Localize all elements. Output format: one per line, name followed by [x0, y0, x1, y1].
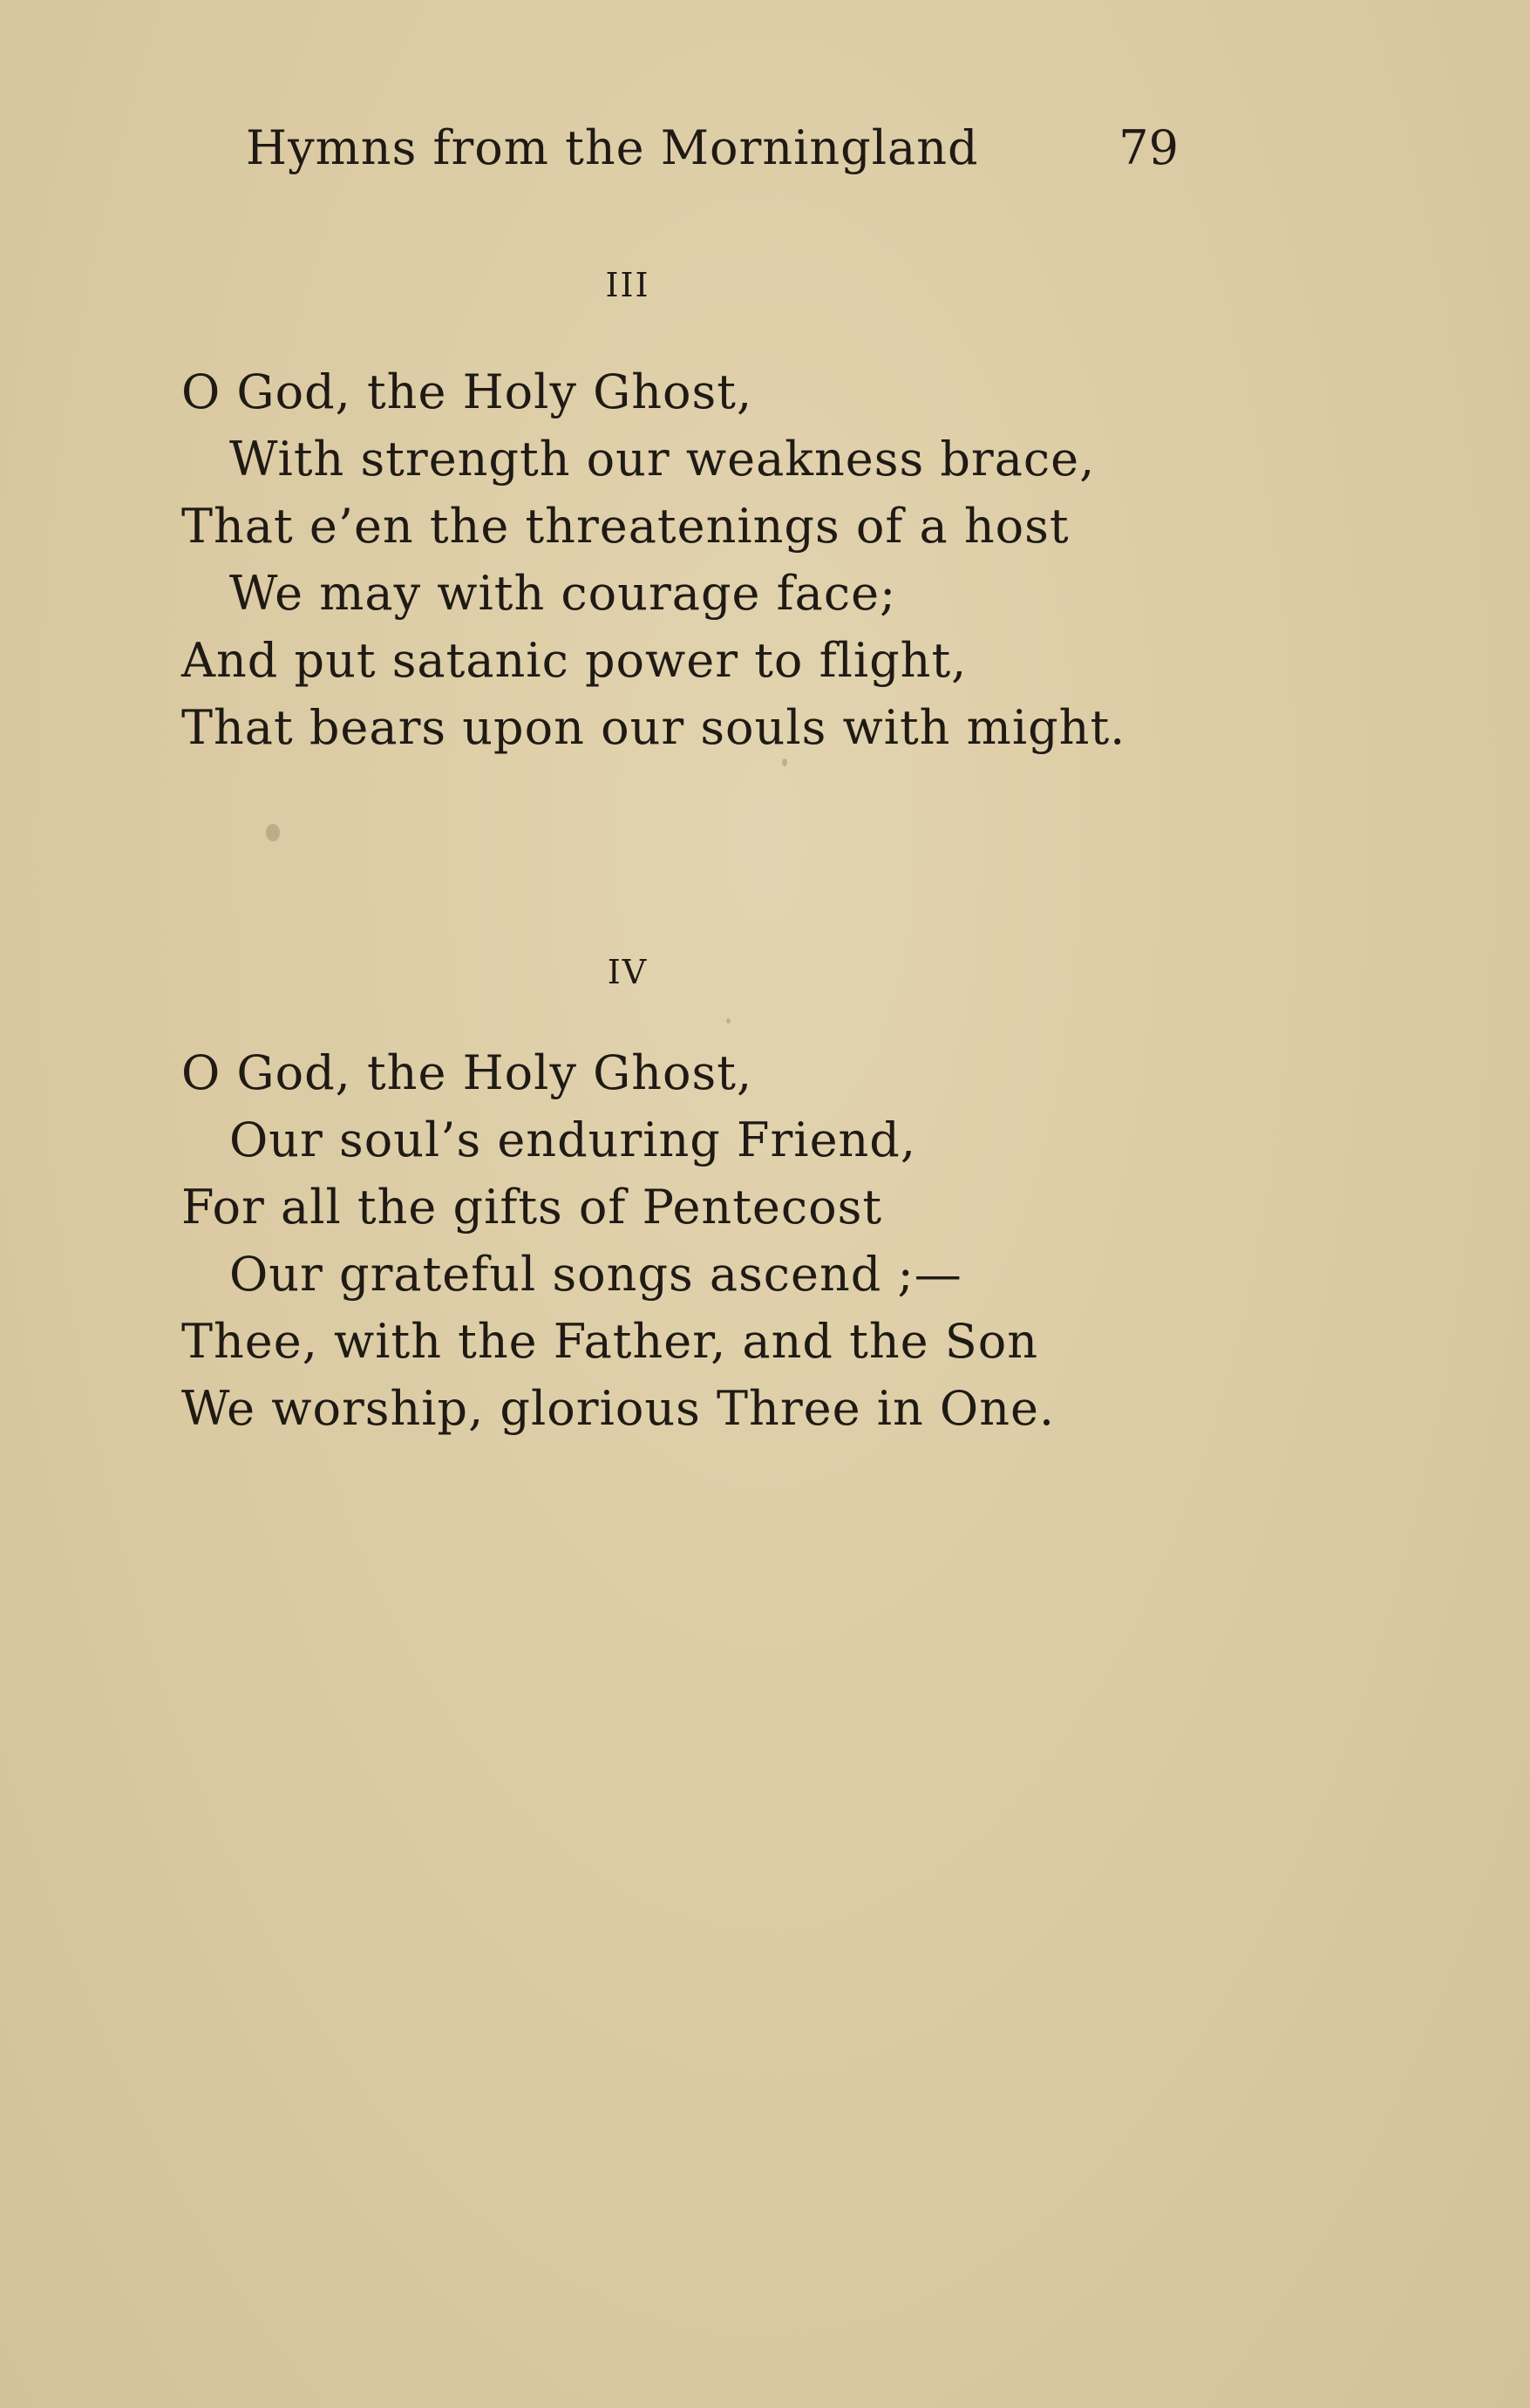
stanza-3-line-6: That bears upon our souls with might.: [181, 700, 1126, 755]
paper-speck: [266, 824, 280, 841]
stanza-4-line-4: Our grateful songs ascend ;—: [229, 1247, 962, 1302]
stanza-3-line-3: That e’en the threatenings of a host: [181, 499, 1070, 554]
stanza-4-line-6: We worship, glorious Three in One.: [181, 1381, 1056, 1436]
stanza-4: [181, 1039, 1315, 1442]
stanza-3-line-5: And put satanic power to flight,: [181, 633, 968, 688]
stanza-4-line-2: Our soul’s enduring Friend,: [229, 1112, 917, 1167]
stanza-number-3: III: [605, 266, 650, 304]
paper-speck: [782, 758, 787, 766]
stanza-4-line-1: O God, the Holy Ghost,: [181, 1045, 753, 1100]
running-head: [246, 120, 1179, 181]
stanza-4-line-5: Thee, with the Father, and the Son: [181, 1314, 1039, 1369]
stanza-4-line-3: For all the gifts of Pentecost: [181, 1180, 883, 1235]
paper-speck: [726, 1018, 731, 1024]
stanza-3-line-4: We may with courage face;: [229, 566, 897, 621]
stanza-number-4: IV: [607, 953, 649, 991]
stanza-3-line-2: With strength our weakness brace,: [229, 432, 1096, 486]
stanza-3: [181, 358, 1315, 761]
running-title: Hymns from the Morningland: [246, 120, 979, 175]
page-number: 79: [1119, 120, 1179, 175]
stanza-3-line-1: O God, the Holy Ghost,: [181, 364, 753, 419]
